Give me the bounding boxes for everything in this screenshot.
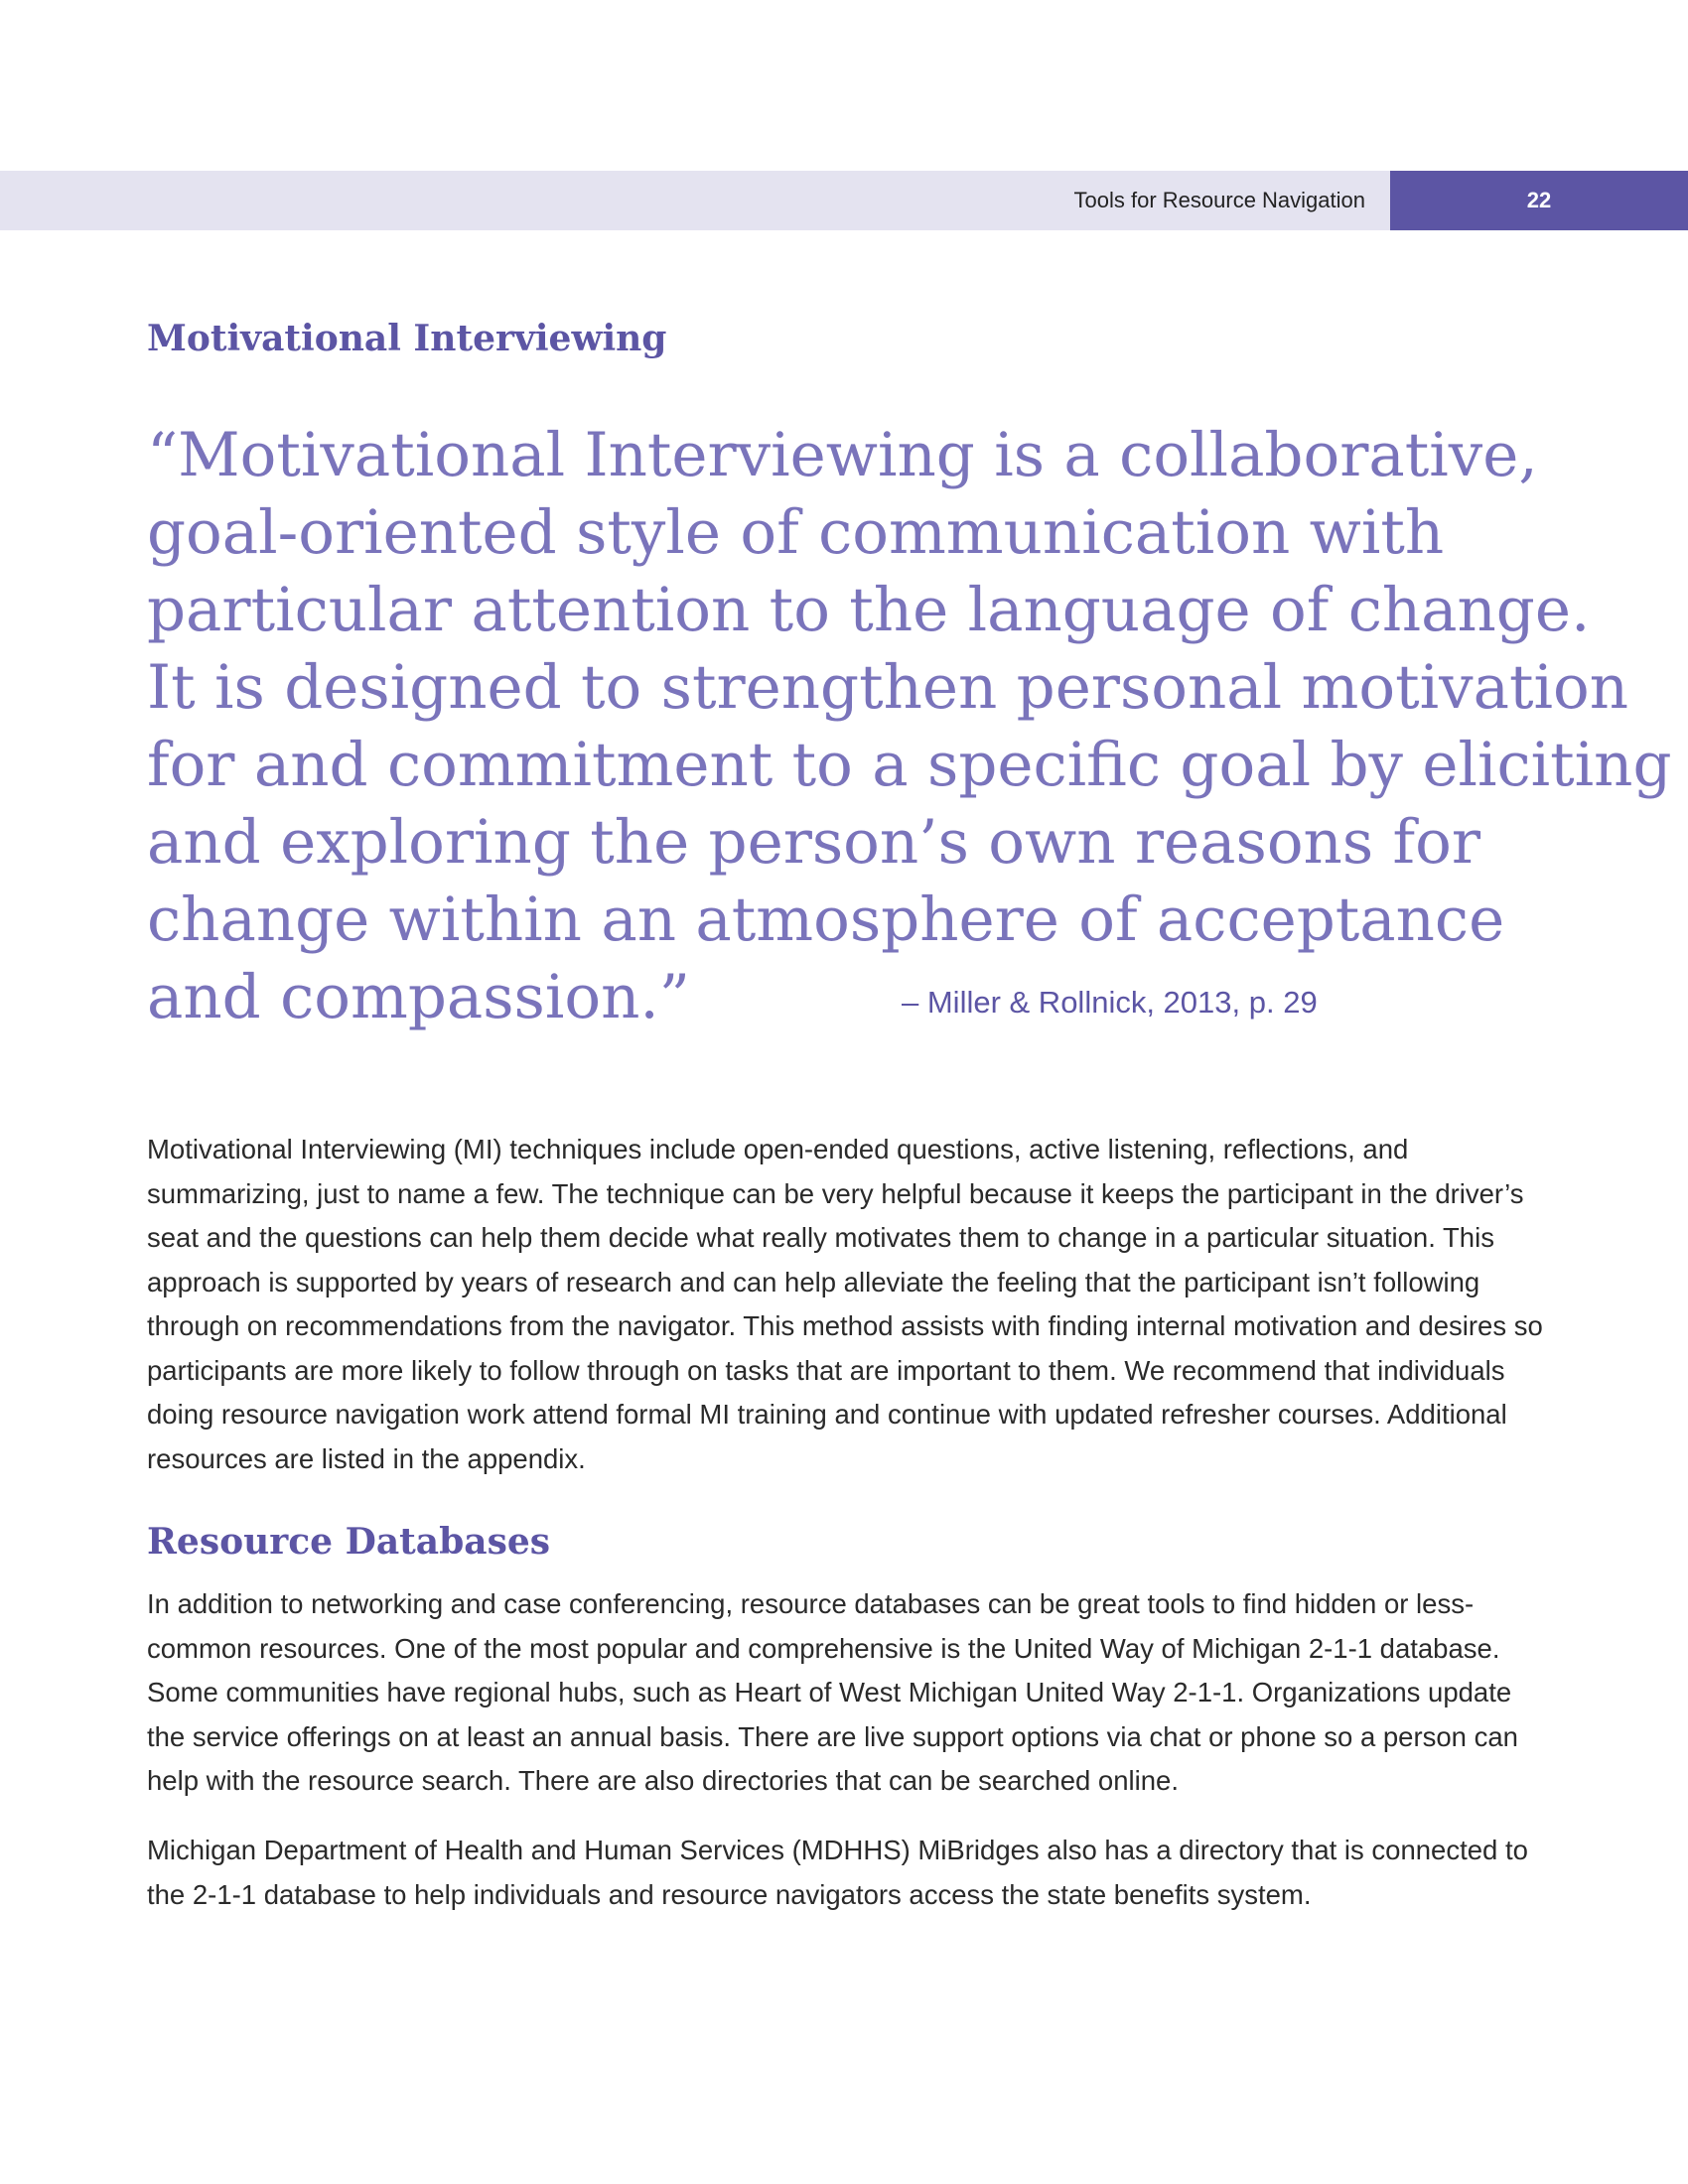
resource-databases-paragraph-1: In addition to networking and case conferencing, resource databases can be great tools to find hidden or less-common resources. One of the most popular and comprehensive is the United Way of Michigan 2-1-1 database. Some communities have regional hubs, such as Heart of West Michigan United Way 2-1-1. Organizations update the service offerings on at least an annual basis. There are live support options via chat or phone so a person can help with the resource search. There are also directories that can be searched online. bbox=[147, 1588, 1518, 1796]
quote-line: and compassion.” bbox=[147, 962, 690, 1032]
section-heading-motivational-interviewing: Motivational Interviewing bbox=[147, 318, 667, 359]
quote-line: It is designed to strengthen personal motivation bbox=[147, 652, 1628, 723]
quote-line: goal-oriented style of communication with bbox=[147, 497, 1445, 568]
running-header bbox=[0, 171, 1688, 230]
quote-line: “Motivational Interviewing is a collaborative, bbox=[147, 420, 1538, 490]
quote-line: for and commitment to a specific goal by eliciting bbox=[147, 730, 1672, 800]
quote-attribution: – Miller & Rollnick, 2013, p. 29 bbox=[902, 985, 1318, 1020]
quote-line: particular attention to the language of change. bbox=[147, 575, 1591, 645]
pull-quote bbox=[147, 417, 1672, 1036]
page-number: 22 bbox=[1390, 171, 1688, 230]
quote-line: and exploring the person’s own reasons for bbox=[147, 807, 1480, 878]
section-heading-resource-databases: Resource Databases bbox=[147, 1521, 551, 1563]
quote-line: change within an atmosphere of acceptance bbox=[147, 885, 1505, 955]
mi-paragraph: Motivational Interviewing (MI) techniques include open-ended questions, active listening, reflections, and summarizing, just to name a few. The technique can be very helpful because it keeps the participant in the driver’s seat and the questions can help them decide what really motivates them to change in a particular situation. This approach is supported by years of research and can help alleviate the feeling that the participant isn’t following through on recommendations from the navigator. This method assists with finding internal motivation and desires so participants are more likely to follow through on tasks that are important to them. We recommend that individuals doing resource navigation work attend formal MI training and continue with updated refresher courses. Additional resources are listed in the appendix. bbox=[147, 1134, 1543, 1474]
document-title: Tools for Resource Navigation bbox=[1073, 188, 1365, 212]
resource-databases-paragraph-2: Michigan Department of Health and Human Services (MDHHS) MiBridges also has a directory that is connected to the 2-1-1 database to help individuals and resource navigators access the state benefits system. bbox=[147, 1835, 1528, 1910]
